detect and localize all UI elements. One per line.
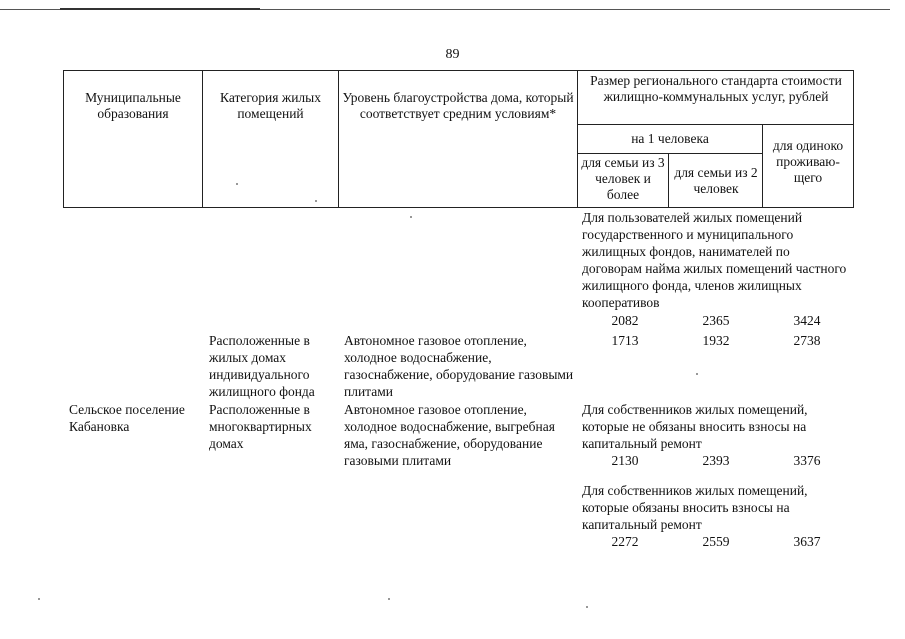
value-r2-single: 2738 xyxy=(793,333,821,348)
municipality-kabanovka: Сельское поселение Кабановка xyxy=(69,402,185,434)
value-r1-family2: 2365 xyxy=(702,313,730,328)
value-r2-family2: 1932 xyxy=(702,333,730,348)
header-family-3-plus: для семьи из 3 человек и более xyxy=(581,155,665,202)
comfort-apartment-buildings: Автономное газовое отопление, холодное водоснабжение, выгребная яма, газоснабжение, оборудование газовыми плитами xyxy=(344,402,555,468)
header-family-2: для семьи из 2 человек xyxy=(674,165,758,196)
value-r2-family3: 1713 xyxy=(611,333,639,348)
value-r3-family3: 2130 xyxy=(611,453,639,468)
page-number: 89 xyxy=(445,47,460,62)
value-r1-family3: 2082 xyxy=(611,313,639,328)
value-r1-single: 3424 xyxy=(793,313,821,328)
comfort-individual-houses: Автономное газовое отопление, холодное водоснабжение, газоснабжение, оборудование газовыми плитами xyxy=(344,333,574,399)
value-r4-family3: 2272 xyxy=(611,534,639,549)
value-r3-single: 3376 xyxy=(793,453,821,468)
value-r4-single: 3637 xyxy=(793,534,821,549)
category-individual-houses: Расположенные в жилых домах индивидуального жилищного фонда xyxy=(209,333,315,399)
header-municipalities: Муниципальные образования xyxy=(85,90,181,121)
header-housing-category: Категория жилых помещений xyxy=(220,90,321,121)
scan-top-rule-thick xyxy=(60,8,260,10)
category-apartment-buildings: Расположенные в многоквартирных домах xyxy=(209,402,312,451)
group-title-tenants: Для пользователей жилых помещений государственного и муниципального жилищных фондов, нанимателей по договорам найма жилых помещений частного жилищного фонда, членов жилищных кооперативов xyxy=(582,210,847,310)
group-title-owners-no-capital-repair: Для собственников жилых помещений, которые не обязаны вносить взносы на капитальный ремонт xyxy=(582,402,808,451)
value-r3-family2: 2393 xyxy=(702,453,730,468)
group-title-owners-capital-repair: Для собственников жилых помещений, которые обязаны вносить взносы на капитальный ремонт xyxy=(582,483,808,532)
header-single-resident: для одиноко проживаю-щего xyxy=(772,138,844,185)
header-comfort-level: Уровень благоустройства дома, который соответствует средним условиям* xyxy=(342,90,574,121)
header-per-person: на 1 человека xyxy=(631,131,709,146)
value-r4-family2: 2559 xyxy=(702,534,730,549)
header-standard-size: Размер регионального стандарта стоимости жилищно-коммунальных услуг, рублей xyxy=(590,73,842,104)
